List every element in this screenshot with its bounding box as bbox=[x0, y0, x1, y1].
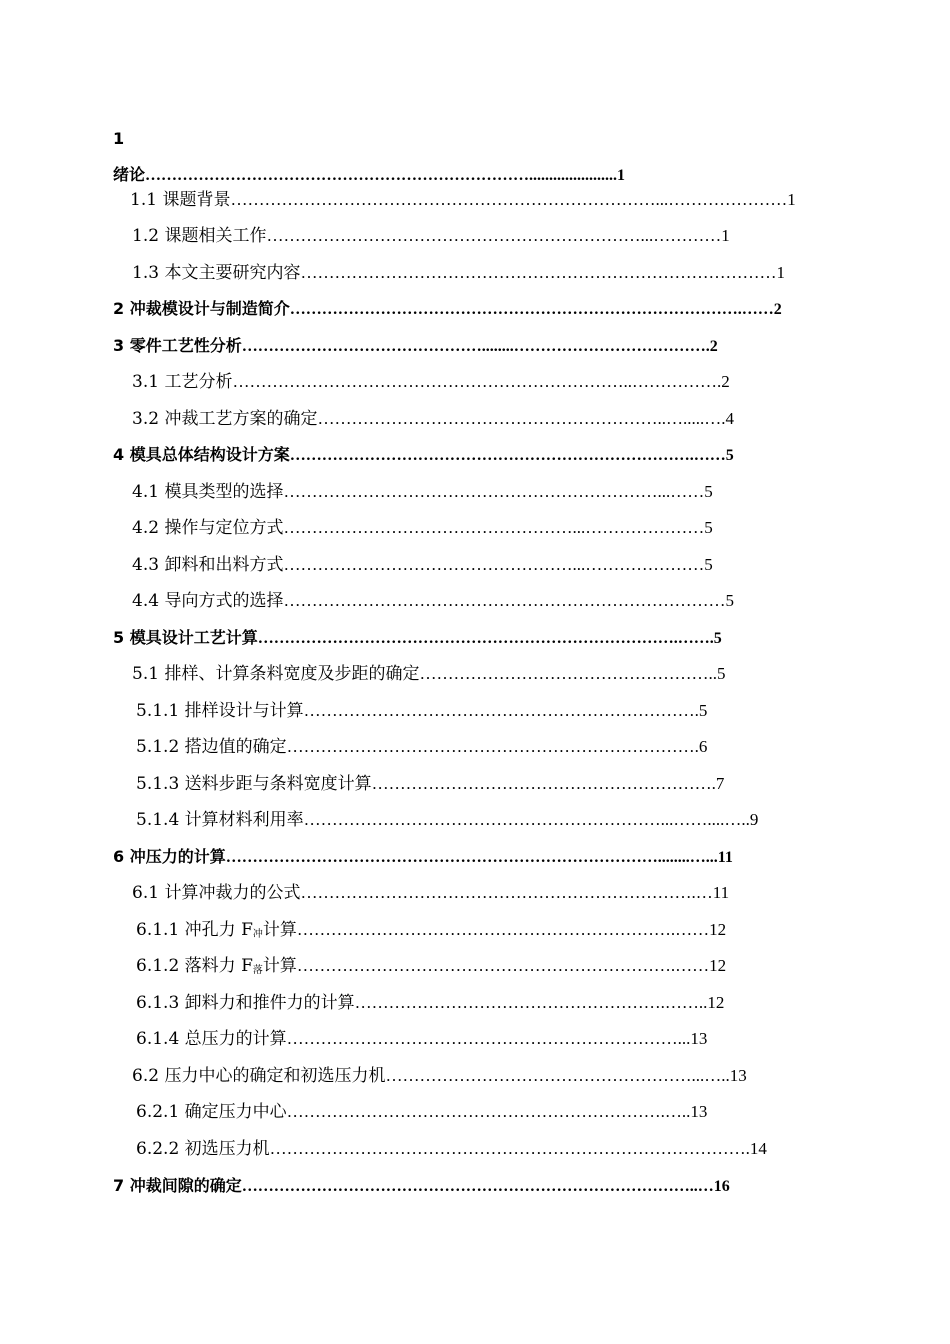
toc-entry[interactable] bbox=[136, 1028, 707, 1050]
toc-entry-leader: ……………………………………………… bbox=[354, 993, 661, 1012]
toc-entry-leader-tail: . bbox=[694, 701, 699, 720]
toc-entry-leader-tail: ........………………………………. bbox=[481, 338, 710, 355]
toc-entry[interactable] bbox=[130, 189, 796, 211]
toc-entry-page-number: 11 bbox=[712, 883, 730, 902]
toc-entry[interactable] bbox=[132, 517, 713, 539]
toc-entry[interactable] bbox=[132, 408, 734, 430]
toc-entry-leader: …………………………………………………………… bbox=[303, 701, 695, 720]
toc-entry-leader: ………………………………………………………………………… bbox=[289, 301, 738, 318]
toc-entry-leader-tail: .…… bbox=[670, 956, 710, 975]
toc-entry-leader-tail: ..….....…. bbox=[657, 409, 726, 428]
toc-entry-leader-tail: .…… bbox=[689, 447, 726, 464]
toc-entry-leader-tail: .……. bbox=[673, 630, 714, 647]
toc-entry-leader: …………………………………………… bbox=[283, 555, 573, 574]
toc-entry-title: 4 模具总体结构设计方案 bbox=[113, 445, 290, 464]
toc-entry-page-number: 5 bbox=[725, 591, 734, 610]
toc-entry-title: 绪论 bbox=[113, 165, 146, 184]
toc-entry-page-number: 16 bbox=[713, 1178, 730, 1195]
toc-entry-page-number: 9 bbox=[749, 810, 759, 829]
toc-entry-title: 5 模具设计工艺计算 bbox=[113, 628, 258, 647]
toc-entry-title: 4.2 操作与定位方式 bbox=[132, 518, 284, 538]
toc-entry-title: 6.2.1 确定压力中心 bbox=[136, 1102, 287, 1122]
toc-entry-leader-tail: ...………………… bbox=[655, 190, 788, 209]
toc-entry-leader-tail: .…….. bbox=[660, 993, 708, 1012]
toc-entry-leader-tail: . bbox=[711, 774, 716, 793]
toc-entry-leader-tail: .… bbox=[691, 883, 713, 902]
toc-entry-leader: ……………………………………………………… bbox=[303, 810, 661, 829]
toc-entry-leader: …………………………………………………………… bbox=[232, 372, 624, 391]
toc-entry-title-suffix: 计算 bbox=[262, 920, 297, 940]
toc-entry-title: 4.3 卸料和出料方式 bbox=[132, 555, 284, 575]
toc-entry-leader-tail: . bbox=[694, 737, 699, 756]
toc-entry-leader: ………………………………………………………………………… bbox=[241, 1178, 690, 1195]
toc-entry-page-number: 1 bbox=[721, 226, 730, 245]
toc-entry-leader: ………………………………………………………………………… bbox=[269, 1139, 746, 1158]
toc-entry[interactable] bbox=[132, 663, 725, 685]
toc-entry-subscript: 冲 bbox=[252, 929, 263, 940]
toc-entry-page-number: 5 bbox=[716, 664, 726, 683]
toc-entry-page-number: 5 bbox=[713, 630, 722, 647]
toc-entry-leader: ……………………………………………………………… bbox=[286, 737, 695, 756]
toc-entry-page-number: 4 bbox=[725, 409, 734, 428]
toc-entry[interactable] bbox=[132, 225, 730, 247]
toc-entry-title: 6.2 压力中心的确定和初选压力机 bbox=[132, 1066, 386, 1086]
toc-entry[interactable] bbox=[113, 298, 782, 321]
toc-entry-leader: …………………………………………… bbox=[419, 664, 709, 683]
toc-entry[interactable] bbox=[132, 262, 785, 284]
toc-entry[interactable] bbox=[132, 481, 713, 503]
toc-entry-title: 1.2 课题相关工作 bbox=[132, 226, 267, 246]
toc-entry[interactable] bbox=[136, 736, 707, 758]
toc-entry[interactable] bbox=[136, 1138, 767, 1160]
toc-entry[interactable] bbox=[113, 335, 718, 358]
toc-entry-title: 3 零件工艺性分析 bbox=[113, 336, 242, 355]
toc-entry-title: 6.1.1 冲孔力 F bbox=[136, 920, 253, 940]
toc-entry[interactable] bbox=[136, 955, 726, 982]
toc-entry-title: 5.1.1 排样设计与计算 bbox=[136, 701, 304, 721]
toc-entry-leader-tail: ... bbox=[677, 1029, 691, 1048]
toc-entry-leader: …………………………………………………………… bbox=[300, 883, 692, 902]
toc-entry[interactable] bbox=[136, 919, 726, 946]
toc-entry[interactable] bbox=[132, 371, 730, 393]
toc-entry-leader: …………………………………………………………… bbox=[286, 1029, 678, 1048]
toc-entry-leader-tail: ...……....….. bbox=[660, 810, 750, 829]
toc-entry-leader-tail: ...………………… bbox=[572, 555, 705, 574]
toc-entry-leader: ………………………………………………………… bbox=[286, 1102, 661, 1121]
toc-entry-page-number: 5 bbox=[725, 447, 734, 464]
toc-entry[interactable] bbox=[132, 590, 734, 612]
toc-entry-leader: ……………………………………………………………… bbox=[145, 167, 530, 184]
toc-entry-leader-tail: ..……………. bbox=[623, 372, 722, 391]
toc-entry[interactable] bbox=[136, 992, 724, 1014]
toc-entry-page-number: 7 bbox=[715, 774, 725, 793]
toc-entry-leader: ………………………………………………………… bbox=[296, 920, 671, 939]
toc-entry-title: 4.4 导向方式的选择 bbox=[132, 591, 284, 611]
toc-entry-leader-tail: . bbox=[745, 1139, 750, 1158]
toc-entry[interactable] bbox=[132, 554, 713, 576]
toc-entry[interactable] bbox=[132, 1065, 747, 1087]
toc-entry-page-number: 1 bbox=[787, 190, 796, 209]
toc-entry-leader-tail: ...…… bbox=[657, 482, 705, 501]
toc-entry-title: 3.1 工艺分析 bbox=[132, 372, 233, 392]
toc-entry-page-number: 1 bbox=[776, 263, 785, 282]
toc-entry-leader-tail: .….. bbox=[660, 1102, 691, 1121]
toc-entry-title: 6.1.2 落料力 F bbox=[136, 956, 253, 976]
toc-entry-title: 5.1 排样、计算条料宽度及步距的确定 bbox=[132, 664, 420, 684]
toc-first-number: 1 bbox=[113, 129, 125, 148]
toc-entry-page-number: 2 bbox=[773, 301, 782, 318]
toc-entry-page-number: 2 bbox=[721, 372, 730, 391]
toc-entry[interactable] bbox=[136, 1101, 707, 1123]
toc-entry-page-number: 11 bbox=[717, 849, 733, 866]
toc-entry-leader: ……………………………………… bbox=[241, 338, 482, 355]
toc-entry[interactable] bbox=[136, 773, 724, 795]
toc-entry-page-number: 5 bbox=[704, 482, 713, 501]
toc-entry-leader-tail: ...………………… bbox=[572, 518, 705, 537]
toc-entry[interactable] bbox=[113, 627, 722, 650]
toc-entry-leader-tail: ...….. bbox=[691, 1066, 730, 1085]
toc-entry-leader-tail: ...………… bbox=[640, 226, 722, 245]
toc-entry[interactable] bbox=[132, 882, 729, 904]
toc-entry-leader: ………………………………………………………………………… bbox=[300, 263, 777, 282]
toc-entry-leader-tail: ...................... bbox=[529, 167, 618, 184]
toc-entry-title: 6.1.3 卸料力和推件力的计算 bbox=[136, 993, 355, 1013]
toc-entry-title-suffix: 计算 bbox=[262, 956, 297, 976]
toc-entry-page-number: 12 bbox=[707, 993, 725, 1012]
toc-entry-leader: …………………………………………………………………… bbox=[283, 591, 726, 610]
toc-entry-leader: ………………………………………………………… bbox=[283, 482, 658, 501]
toc-entry-page-number: 14 bbox=[749, 1139, 767, 1158]
toc-entry-page-number: 13 bbox=[690, 1102, 708, 1121]
toc-entry-leader: ……………………………………………………………………… bbox=[225, 849, 658, 866]
toc-entry-leader-tail: .…… bbox=[670, 920, 710, 939]
toc-entry-title: 5.1.3 送料步距与条料宽度计算 bbox=[136, 774, 372, 794]
toc-entry-page-number: 12 bbox=[709, 920, 727, 939]
toc-entry-page-number: 12 bbox=[709, 956, 727, 975]
toc-entry[interactable] bbox=[113, 164, 625, 187]
toc-entry[interactable] bbox=[113, 1175, 730, 1198]
toc-entry-leader-tail: ..… bbox=[689, 1178, 714, 1195]
toc-entry-leader: …………………………………………………… bbox=[317, 409, 658, 428]
toc-entry-title: 6 冲压力的计算 bbox=[113, 847, 226, 866]
toc-entry-leader: ……………………………………………… bbox=[385, 1066, 692, 1085]
toc-entry-page-number: 5 bbox=[704, 518, 713, 537]
toc-entry-page-number: 6 bbox=[698, 737, 708, 756]
toc-entry-page-number: 13 bbox=[729, 1066, 747, 1085]
toc-entry-leader: ………………………………………………………… bbox=[296, 956, 671, 975]
toc-entry-page-number: 13 bbox=[690, 1029, 708, 1048]
toc-entry[interactable] bbox=[113, 444, 734, 467]
toc-entry-page-number: 1 bbox=[617, 167, 626, 184]
toc-entry-title: 1.1 课题背景 bbox=[130, 190, 231, 210]
toc-entry-title: 5.1.4 计算材料利用率 bbox=[136, 810, 304, 830]
toc-entry-leader: ………………………………………………………… bbox=[266, 226, 641, 245]
toc-entry[interactable] bbox=[113, 846, 733, 869]
toc-entry-page-number: 2 bbox=[709, 338, 718, 355]
toc-entry-title: 3.2 冲裁工艺方案的确定 bbox=[132, 409, 318, 429]
toc-entry-leader-tail: .…… bbox=[737, 301, 774, 318]
toc-entry-title: 4.1 模具类型的选择 bbox=[132, 482, 284, 502]
toc-entry-page-number: 5 bbox=[698, 701, 708, 720]
toc-entry-title: 2 冲裁模设计与制造简介 bbox=[113, 299, 290, 318]
toc-entry-leader-tail: ........…... bbox=[657, 849, 718, 866]
toc-entry-leader: …………………………………………………………………… bbox=[257, 630, 674, 647]
toc-entry-title: 6.1.4 总压力的计算 bbox=[136, 1029, 287, 1049]
toc-entry[interactable] bbox=[136, 809, 758, 831]
toc-entry-title: 1.3 本文主要研究内容 bbox=[132, 263, 301, 283]
toc-entry-title: 7 冲裁间隙的确定 bbox=[113, 1176, 242, 1195]
toc-entry-title: 6.2.2 初选压力机 bbox=[136, 1139, 270, 1159]
toc-entry[interactable] bbox=[136, 700, 707, 722]
toc-entry-leader: …………………………………………………… bbox=[371, 774, 712, 793]
toc-entry-leader: …………………………………………… bbox=[283, 518, 573, 537]
toc-entry-subscript: 落 bbox=[252, 965, 263, 976]
toc-entry-title: 5.1.2 搭边值的确定 bbox=[136, 737, 287, 757]
toc-entry-leader: ………………………………………………………………… bbox=[230, 190, 656, 209]
toc-entry-leader-tail: .. bbox=[708, 664, 717, 683]
toc-entry-page-number: 5 bbox=[704, 555, 713, 574]
toc-entry-title: 6.1 计算冲裁力的公式 bbox=[132, 883, 301, 903]
toc-entry-leader: ………………………………………………………………… bbox=[289, 447, 690, 464]
